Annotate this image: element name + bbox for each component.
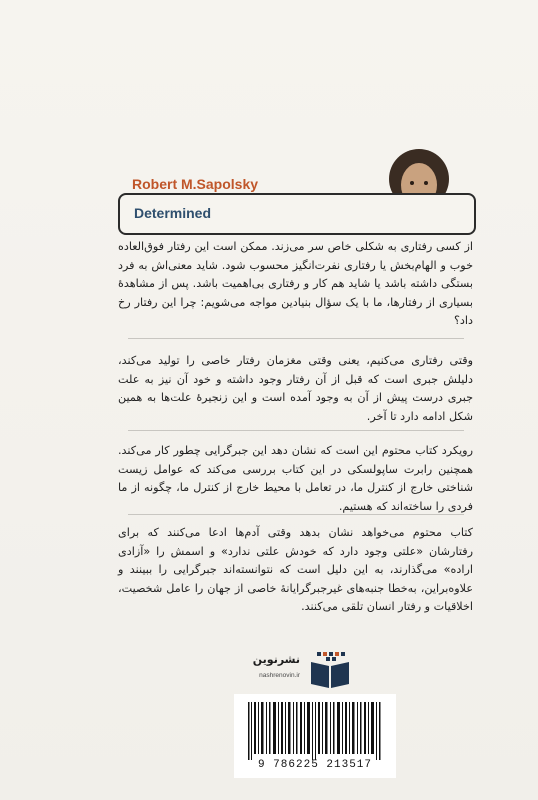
book-title: Determined [134,205,212,221]
divider [128,514,464,515]
title-box [118,193,476,235]
book-icon [305,650,355,690]
barcode-bars [246,702,384,760]
publisher-url: nashrenovin.ir [259,672,300,679]
divider [128,338,464,339]
publisher-name: نشرنوین [252,653,300,666]
isbn-number: 9 786225 213517 [257,759,373,771]
description-paragraph-1: از کسی رفتاری به شکلی خاص سر می‌زند. ممکن است این رفتار فوق‌العاده خوب و الهام‌بخش یا رفتاری نفرت‌انگیز محسوب شود. شاید معنی‌اش به فرد بستگی داشته باشد یا شاید هم کار و رفتاری بی‌اهمیت باشد. پس از مشاهدهٔ بسیاری از رفتارها، ما با یک سؤال بنیادین مواجه می‌شویم: چرا این رفتار رخ داد؟ [118,240,473,328]
publisher-logo [245,650,355,690]
description-paragraph-4: کتاب محتوم می‌خواهد نشان بدهد وقتی آدم‌ها ادعا می‌کنند که برای رفتارشان «علتی وجود دارد که خودش علتی ندارد» و اسمش را «آزادی اراده» می‌گذارند، به این دلیل است که نتوانسته‌اند جبرگرایی را ببینند و علاوه‌براین، به‌خطا جنبه‌های غیرجبرگرایانهٔ خاصی از جهان را عامل شخصیت، اخلاقیات و رفتار انسان تلقی می‌کنند. [118,526,473,614]
description-paragraph-3: رویکرد کتاب محتوم این است که نشان دهد این جبرگرایی چطور کار می‌کند. همچنین رابرت ساپولسکی در این کتاب بررسی می‌کند که عوامل زیست شناختی خارج از کنترل ما، در تعامل با محیط خارج از کنترل ما، چگونه از ما فردی را ساخته‌اند که هستیم. [118,444,473,513]
description-paragraph-2: وقتی رفتاری می‌کنیم، یعنی وقتی مغزمان رفتار خاصی را تولید می‌کند، دلیلش جبری است که قبل از آن رفتار وجود داشته و خود آن نیز به علت جبری درست پیش از آن به وجود آمده است و این زنجیرهٔ علت‌ها به همین شکل ادامه دارد تا آخر. [118,354,473,423]
author-name: Robert M.Sapolsky [132,176,259,192]
barcode [234,694,396,778]
divider [128,430,464,431]
